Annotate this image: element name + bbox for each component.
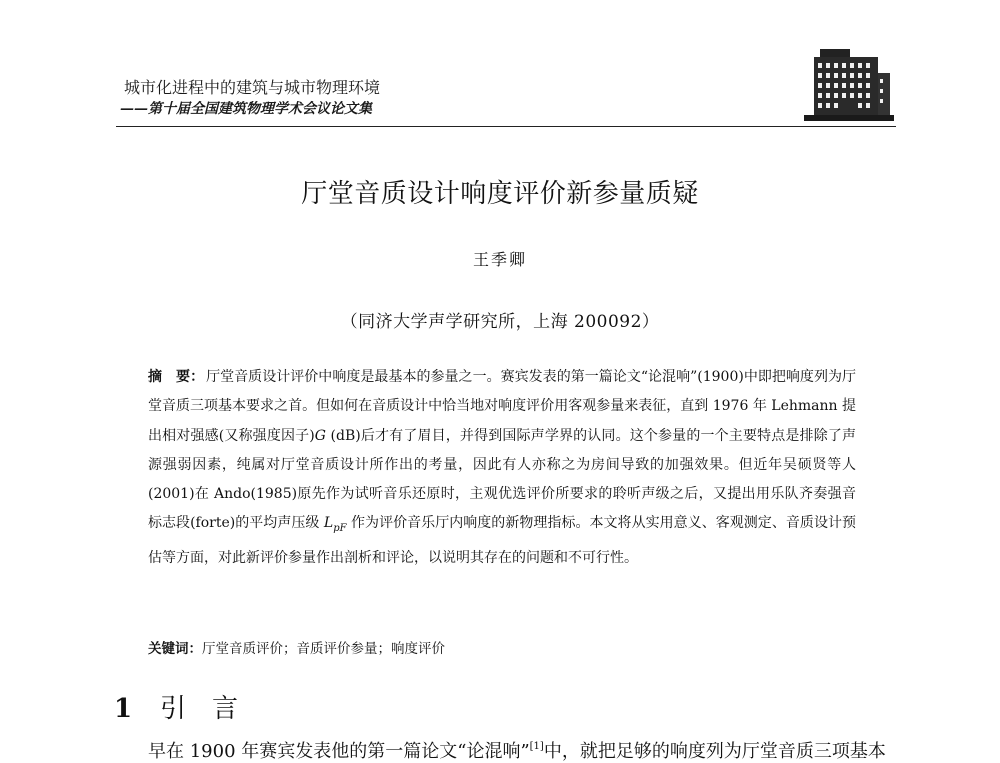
- section-title: 引 言: [160, 694, 239, 724]
- header-rule: [116, 126, 896, 127]
- paper-title: 厅堂音质设计响度评价新参量质疑: [301, 179, 699, 209]
- keywords-label: 关键词：: [148, 641, 202, 657]
- keywords-text: 厅堂音质评价；音质评价参量；响度评价: [202, 641, 445, 657]
- author-name: 王季卿: [472, 250, 527, 269]
- body-paragraph: [148, 737, 908, 763]
- abstract-g-symbol: G: [314, 427, 326, 444]
- abstract-text-part-2: (dB)后才有了眉目，并得到国际声学界的认同。这个参量的一个主要特点是排除了声源强弱因素，纯属对厅堂音质设计所作出的考量，因此有人亦称之为房间导致的加强效果。但近年吴硕贤等人(2001)在 Ando(1985)原先作为试听音乐还原时，主观优选评价所要求的聆听声级之后，又提出用乐队齐奏强音标志段(forte)的平均声压级: [148, 427, 856, 532]
- running-header-journal: 城市化进程中的建筑与城市物理环境: [124, 78, 381, 97]
- keywords: [148, 637, 445, 657]
- abstract-text-part-1: 厅堂音质设计评价中响度是最基本的参量之一。赛宾发表的第一篇论文“论混响”(1900)中即把响度列为厅堂音质三项基本要求之首。但如何在音质设计中恰当地对响度评价用客观参量来表征，直到 1976 年 Lehmann 提出相对强感(又称强度因子): [148, 369, 857, 444]
- section-heading: [114, 688, 238, 725]
- author-affiliation: （同济大学声学研究所，上海 200092）: [340, 312, 660, 332]
- body-text-after-ref: 中，就把足够的响度列为厅堂音质三项基本: [543, 741, 886, 762]
- section-number: 1: [114, 694, 133, 724]
- running-header-proceedings: ——第十届全国建筑物理学术会议论文集: [120, 101, 372, 117]
- body-text-before-ref: 早在 1900 年赛宾发表他的第一篇论文“论混响”: [148, 741, 530, 762]
- abstract-label: 摘 要：: [148, 369, 205, 385]
- abstract-lpf-subscript: pF: [333, 523, 347, 535]
- building-logo-image: [800, 43, 896, 125]
- abstract-lpf-symbol: L: [323, 515, 334, 532]
- citation-ref[interactable]: [1]: [529, 741, 544, 752]
- abstract-text-part-3: 作为评价音乐厅内响度的新物理指标。本文将从实用意义、客观测定、音质设计预估等方面，对此新评价参量作出剖析和评论，以说明其存在的问题和不可行性。: [148, 515, 857, 566]
- abstract: [148, 363, 856, 573]
